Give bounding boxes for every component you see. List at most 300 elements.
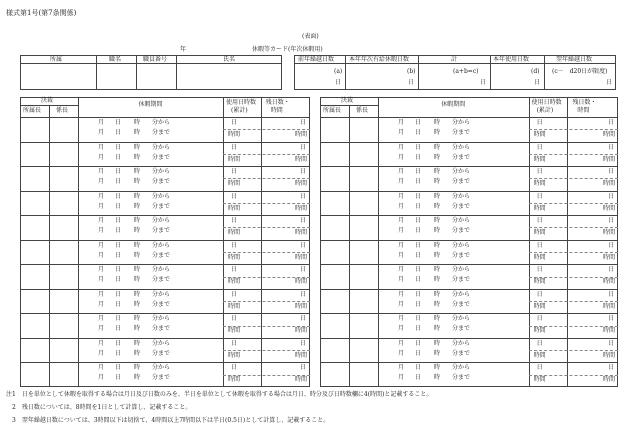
header-prev-carryover: 前年繰越日数 <box>298 56 335 63</box>
row-used-day: 日 <box>536 119 543 126</box>
row-from-3: 分から <box>452 290 471 298</box>
row-from-3: 分から <box>452 241 471 249</box>
row-remaining-hour: 時間 <box>603 278 616 286</box>
row-to-1: 日 <box>115 374 122 382</box>
row-to-0: 月 <box>98 178 105 186</box>
row-from-1: 日 <box>115 266 122 274</box>
row-to-2: 時 <box>134 178 141 186</box>
row-to-2: 時 <box>434 374 441 382</box>
row-remaining-day: 日 <box>300 315 307 323</box>
code-b: (b) <box>407 68 416 75</box>
row-remaining-day: 日 <box>608 315 615 323</box>
row-used-day: 日 <box>536 315 543 323</box>
row-used-day: 日 <box>536 192 543 200</box>
row-used-hour: 時間 <box>228 204 241 212</box>
row-from-1: 日 <box>115 290 122 298</box>
row-to-1: 日 <box>415 300 422 308</box>
row-to-3: 分まで <box>452 202 471 210</box>
row-to-2: 時 <box>434 300 441 308</box>
unit-c: 日 <box>480 79 487 86</box>
row-from-1: 日 <box>115 364 122 372</box>
row-remaining-day: 日 <box>608 168 615 176</box>
row-from-0: 月 <box>98 339 105 347</box>
row-from-0: 月 <box>98 364 105 372</box>
row-to-0: 月 <box>98 325 105 333</box>
row-used-day: 日 <box>536 217 543 225</box>
row-from-1: 日 <box>115 217 122 225</box>
leave-record-row <box>20 215 310 240</box>
row-from-2: 時 <box>434 315 441 323</box>
row-from-0: 月 <box>398 217 405 225</box>
row-to-0: 月 <box>398 227 405 235</box>
row-from-1: 日 <box>115 119 122 126</box>
row-remaining-day: 日 <box>300 364 307 372</box>
header-used: 本年使用日数 <box>493 56 530 63</box>
row-from-3: 分から <box>452 339 471 347</box>
form-reference: 様式第1号(第7条関係) <box>6 9 77 17</box>
leave-record-table-right <box>320 97 618 387</box>
row-used-day: 日 <box>231 168 238 176</box>
row-remaining-hour: 時間 <box>603 155 616 163</box>
row-remaining-day: 日 <box>300 339 307 347</box>
row-to-2: 時 <box>134 251 141 259</box>
row-from-1: 日 <box>115 241 122 249</box>
row-remaining-day: 日 <box>300 143 307 151</box>
row-remaining-hour: 時間 <box>603 351 616 359</box>
row-remaining-day: 日 <box>608 364 615 372</box>
row-to-2: 時 <box>434 227 441 235</box>
row-used-hour: 時間 <box>228 278 241 286</box>
row-from-0: 月 <box>398 143 405 151</box>
header-remaining-hours: 時間 <box>577 107 590 114</box>
leave-record-row <box>320 338 618 363</box>
row-to-1: 日 <box>115 153 122 161</box>
row-from-1: 日 <box>415 143 422 151</box>
row-remaining-hour: 時間 <box>603 376 616 384</box>
leave-record-row <box>320 215 618 240</box>
row-to-0: 月 <box>398 129 405 136</box>
row-to-0: 月 <box>98 202 105 210</box>
row-from-1: 日 <box>115 315 122 323</box>
row-from-0: 月 <box>398 364 405 372</box>
row-from-2: 時 <box>134 217 141 225</box>
row-to-1: 日 <box>415 276 422 284</box>
row-to-2: 時 <box>434 129 441 136</box>
header-approval: 決裁 <box>41 97 54 104</box>
row-to-1: 日 <box>115 325 122 333</box>
header-section-chief: 所属長 <box>323 107 342 114</box>
row-to-3: 分まで <box>452 325 471 333</box>
row-from-1: 日 <box>115 192 122 200</box>
row-from-0: 月 <box>398 241 405 249</box>
header-remaining-hours: 時間 <box>270 107 283 114</box>
row-remaining-hour: 時間 <box>295 302 308 310</box>
row-to-1: 日 <box>115 300 122 308</box>
row-from-3: 分から <box>152 241 171 249</box>
row-to-1: 日 <box>415 153 422 161</box>
leave-record-row <box>20 338 310 363</box>
row-used-hour: 時間 <box>228 327 241 335</box>
row-from-2: 時 <box>134 192 141 200</box>
row-from-2: 時 <box>134 364 141 372</box>
row-from-1: 日 <box>415 168 422 176</box>
row-to-1: 日 <box>115 276 122 284</box>
code-limit: (c－ d20日が限度) <box>552 68 608 75</box>
row-to-0: 月 <box>398 202 405 210</box>
row-from-2: 時 <box>434 168 441 176</box>
row-to-3: 分まで <box>152 129 171 136</box>
row-used-hour: 時間 <box>533 180 546 188</box>
row-to-2: 時 <box>434 202 441 210</box>
row-from-0: 月 <box>398 192 405 200</box>
row-used-hour: 時間 <box>533 204 546 212</box>
unit-next: 日 <box>606 79 613 86</box>
header-leave-period: 休暇期間 <box>138 101 163 108</box>
row-from-3: 分から <box>152 339 171 347</box>
row-from-1: 日 <box>415 266 422 274</box>
row-remaining-hour: 時間 <box>295 229 308 237</box>
row-to-3: 分まで <box>452 349 471 357</box>
row-to-3: 分まで <box>152 325 171 333</box>
leave-record-row <box>320 313 618 338</box>
row-used-day: 日 <box>536 364 543 372</box>
header-leave-period: 休暇期間 <box>441 101 466 108</box>
row-from-2: 時 <box>434 290 441 298</box>
header-used-cumulative: (累計) <box>231 107 248 114</box>
row-remaining-hour: 時間 <box>295 204 308 212</box>
row-to-3: 分まで <box>152 153 171 161</box>
row-to-3: 分まで <box>152 251 171 259</box>
row-from-3: 分から <box>152 168 171 176</box>
row-from-0: 月 <box>98 119 105 126</box>
unit-d: 日 <box>534 79 541 86</box>
row-from-3: 分から <box>452 119 471 126</box>
row-remaining-hour: 時間 <box>295 351 308 359</box>
row-from-2: 時 <box>434 143 441 151</box>
header-sub-chief: 係長 <box>56 107 69 114</box>
row-used-hour: 時間 <box>228 180 241 188</box>
row-to-0: 月 <box>398 349 405 357</box>
row-to-0: 月 <box>98 251 105 259</box>
row-used-day: 日 <box>536 266 543 274</box>
row-to-1: 日 <box>115 202 122 210</box>
row-to-0: 月 <box>98 129 105 136</box>
row-from-0: 月 <box>398 266 405 274</box>
row-remaining-hour: 時間 <box>295 278 308 286</box>
row-used-hour: 時間 <box>228 229 241 237</box>
row-to-3: 分まで <box>152 349 171 357</box>
unit-a: 日 <box>335 79 342 86</box>
row-remaining-day: 日 <box>300 168 307 176</box>
row-from-1: 日 <box>115 168 122 176</box>
header-approval: 決裁 <box>341 97 354 104</box>
row-to-1: 日 <box>415 349 422 357</box>
row-used-day: 日 <box>231 315 238 323</box>
row-from-0: 月 <box>398 119 405 126</box>
row-used-hour: 時間 <box>228 302 241 310</box>
row-remaining-hour: 時間 <box>295 180 308 188</box>
row-from-2: 時 <box>134 266 141 274</box>
leave-record-row <box>20 117 310 142</box>
row-remaining-day: 日 <box>300 290 307 298</box>
row-from-2: 時 <box>434 119 441 126</box>
row-from-3: 分から <box>452 168 471 176</box>
row-used-hour: 時間 <box>228 155 241 163</box>
row-to-3: 分まで <box>452 178 471 186</box>
row-from-0: 月 <box>398 290 405 298</box>
row-from-3: 分から <box>452 143 471 151</box>
leave-record-row <box>320 240 618 265</box>
row-used-day: 日 <box>231 119 238 126</box>
row-used-hour: 時間 <box>533 155 546 163</box>
row-from-0: 月 <box>98 241 105 249</box>
row-from-3: 分から <box>152 119 171 126</box>
row-to-0: 月 <box>398 251 405 259</box>
row-to-0: 月 <box>398 325 405 333</box>
row-from-1: 日 <box>415 119 422 126</box>
row-to-1: 日 <box>115 178 122 186</box>
row-used-hour: 時間 <box>533 278 546 286</box>
row-to-3: 分まで <box>452 251 471 259</box>
row-from-0: 月 <box>98 266 105 274</box>
header-affiliation: 所属 <box>50 56 63 63</box>
row-to-3: 分まで <box>152 276 171 284</box>
header-next-carryover: 翌年繰越日数 <box>556 56 593 63</box>
row-from-1: 日 <box>415 192 422 200</box>
row-from-0: 月 <box>398 168 405 176</box>
row-from-2: 時 <box>134 290 141 298</box>
leave-record-row <box>320 191 618 216</box>
header-total: 計 <box>451 56 458 63</box>
row-to-2: 時 <box>134 227 141 235</box>
row-used-hour: 時間 <box>228 131 241 138</box>
row-used-day: 日 <box>536 168 543 176</box>
row-used-day: 日 <box>536 241 543 249</box>
code-c: (a+b=c) <box>453 68 479 75</box>
code-a: (a) <box>334 68 343 75</box>
leave-record-row <box>20 264 310 289</box>
row-to-2: 時 <box>134 300 141 308</box>
leave-record-row <box>20 142 310 167</box>
code-d: (d) <box>531 68 540 75</box>
row-remaining-day: 日 <box>300 119 307 126</box>
row-from-1: 日 <box>415 364 422 372</box>
row-remaining-day: 日 <box>608 241 615 249</box>
note-3: 3 翌年繰越日数については、3時間以下は切捨て、4時間以上7時間以下は半日(0.5日)として計算し、記載すること。 <box>6 417 330 424</box>
header-name: 氏名 <box>223 56 236 63</box>
row-to-2: 時 <box>134 129 141 136</box>
row-used-hour: 時間 <box>533 302 546 310</box>
leave-record-row <box>20 166 310 191</box>
row-to-1: 日 <box>415 178 422 186</box>
row-to-0: 月 <box>98 276 105 284</box>
row-remaining-hour: 時間 <box>603 302 616 310</box>
row-from-2: 時 <box>434 241 441 249</box>
note-1: 注1 日を単位として休暇を取得する場合は月日及び日数のみを、半日を単位として休暇を取得する場合は月日、時分及び日時数欄に4(時間)と記載すること。 <box>6 391 433 398</box>
row-to-1: 日 <box>415 251 422 259</box>
row-to-0: 月 <box>98 374 105 382</box>
row-from-2: 時 <box>134 339 141 347</box>
row-remaining-hour: 時間 <box>295 253 308 261</box>
row-from-1: 日 <box>115 143 122 151</box>
row-remaining-hour: 時間 <box>603 131 616 138</box>
row-from-2: 時 <box>134 168 141 176</box>
row-remaining-hour: 時間 <box>295 131 308 138</box>
row-used-hour: 時間 <box>533 376 546 384</box>
row-from-1: 日 <box>415 315 422 323</box>
row-to-0: 月 <box>398 276 405 284</box>
row-to-3: 分まで <box>152 202 171 210</box>
row-to-2: 時 <box>434 349 441 357</box>
row-remaining-hour: 時間 <box>295 327 308 335</box>
row-from-3: 分から <box>452 315 471 323</box>
row-to-2: 時 <box>434 276 441 284</box>
row-from-1: 日 <box>415 241 422 249</box>
row-remaining-day: 日 <box>608 143 615 151</box>
row-remaining-hour: 時間 <box>603 229 616 237</box>
row-to-3: 分まで <box>452 300 471 308</box>
row-to-3: 分まで <box>152 374 171 382</box>
row-remaining-day: 日 <box>608 290 615 298</box>
row-to-1: 日 <box>415 129 422 136</box>
leave-record-row <box>320 289 618 314</box>
row-remaining-hour: 時間 <box>603 327 616 335</box>
row-from-3: 分から <box>152 143 171 151</box>
row-from-2: 時 <box>134 143 141 151</box>
row-to-2: 時 <box>134 349 141 357</box>
row-used-day: 日 <box>231 217 238 225</box>
row-from-2: 時 <box>434 192 441 200</box>
row-to-2: 時 <box>134 202 141 210</box>
row-from-3: 分から <box>452 192 471 200</box>
row-remaining-hour: 時間 <box>295 376 308 384</box>
row-to-0: 月 <box>398 153 405 161</box>
row-used-day: 日 <box>231 364 238 372</box>
row-used-hour: 時間 <box>533 253 546 261</box>
row-from-0: 月 <box>98 217 105 225</box>
year-label: 年 <box>180 46 187 53</box>
row-to-0: 月 <box>98 300 105 308</box>
row-used-day: 日 <box>231 192 238 200</box>
row-to-1: 日 <box>115 129 122 136</box>
row-to-0: 月 <box>398 300 405 308</box>
row-to-3: 分まで <box>152 227 171 235</box>
row-remaining-day: 日 <box>608 192 615 200</box>
header-used-hours: 使用日時数 <box>531 99 562 106</box>
row-remaining-day: 日 <box>300 217 307 225</box>
leave-record-row <box>320 166 618 191</box>
row-to-0: 月 <box>98 153 105 161</box>
row-from-1: 日 <box>415 217 422 225</box>
row-remaining-hour: 時間 <box>603 180 616 188</box>
row-from-3: 分から <box>452 266 471 274</box>
leave-record-row <box>320 117 618 142</box>
row-from-1: 日 <box>115 339 122 347</box>
row-used-hour: 時間 <box>228 253 241 261</box>
row-to-3: 分まで <box>152 178 171 186</box>
row-from-2: 時 <box>434 364 441 372</box>
row-from-3: 分から <box>152 192 171 200</box>
row-remaining-day: 日 <box>608 119 615 126</box>
row-to-1: 日 <box>415 325 422 333</box>
row-to-3: 分まで <box>452 374 471 382</box>
row-from-2: 時 <box>134 241 141 249</box>
row-from-0: 月 <box>98 192 105 200</box>
row-used-day: 日 <box>231 143 238 151</box>
row-used-hour: 時間 <box>533 131 546 138</box>
leave-record-row <box>20 313 310 338</box>
row-to-1: 日 <box>415 202 422 210</box>
leave-record-row <box>320 264 618 289</box>
note-2: 2 残日数については、8時間を1日として計算し、記載すること。 <box>6 404 192 411</box>
row-used-day: 日 <box>231 290 238 298</box>
row-used-day: 日 <box>231 339 238 347</box>
leave-record-table-left <box>20 97 310 387</box>
row-from-0: 月 <box>98 168 105 176</box>
row-remaining-day: 日 <box>300 192 307 200</box>
row-remaining-day: 日 <box>608 266 615 274</box>
row-from-2: 時 <box>434 266 441 274</box>
row-to-3: 分まで <box>452 129 471 136</box>
row-to-0: 月 <box>98 349 105 357</box>
row-to-2: 時 <box>434 325 441 333</box>
header-used-cumulative: (累計) <box>536 107 554 114</box>
row-from-2: 時 <box>434 217 441 225</box>
row-to-3: 分まで <box>452 153 471 161</box>
row-from-0: 月 <box>98 143 105 151</box>
row-used-day: 日 <box>536 339 543 347</box>
row-from-3: 分から <box>152 290 171 298</box>
row-from-3: 分から <box>152 217 171 225</box>
row-used-hour: 時間 <box>533 351 546 359</box>
row-from-3: 分から <box>452 364 471 372</box>
row-from-2: 時 <box>134 119 141 126</box>
row-to-3: 分まで <box>152 300 171 308</box>
row-from-0: 月 <box>398 339 405 347</box>
header-section-chief: 所属長 <box>23 107 42 114</box>
row-remaining-day: 日 <box>608 217 615 225</box>
row-to-1: 日 <box>415 374 422 382</box>
row-to-3: 分まで <box>452 276 471 284</box>
leave-record-row <box>20 362 310 387</box>
leave-record-row <box>20 289 310 314</box>
card-title: 休暇等カード(年次休暇用) <box>252 46 323 53</box>
row-to-1: 日 <box>415 227 422 235</box>
row-to-1: 日 <box>115 349 122 357</box>
row-from-1: 日 <box>415 290 422 298</box>
row-from-2: 時 <box>134 315 141 323</box>
row-from-0: 月 <box>398 315 405 323</box>
header-remaining: 残日数・ <box>265 99 290 106</box>
header-sub-chief: 係長 <box>356 107 369 114</box>
row-remaining-day: 日 <box>608 339 615 347</box>
row-to-0: 月 <box>398 374 405 382</box>
row-from-2: 時 <box>434 339 441 347</box>
row-from-1: 日 <box>415 339 422 347</box>
leave-record-row <box>320 362 618 387</box>
header-used-hours: 使用日時数 <box>226 99 257 106</box>
row-to-1: 日 <box>115 251 122 259</box>
row-used-day: 日 <box>536 143 543 151</box>
row-to-2: 時 <box>134 153 141 161</box>
row-to-3: 分まで <box>452 227 471 235</box>
row-from-3: 分から <box>152 266 171 274</box>
row-remaining-day: 日 <box>300 266 307 274</box>
row-used-day: 日 <box>231 241 238 249</box>
row-to-2: 時 <box>134 276 141 284</box>
header-this-year-leave: 本年年次有給休暇日数 <box>349 56 410 63</box>
leave-record-row <box>20 240 310 265</box>
